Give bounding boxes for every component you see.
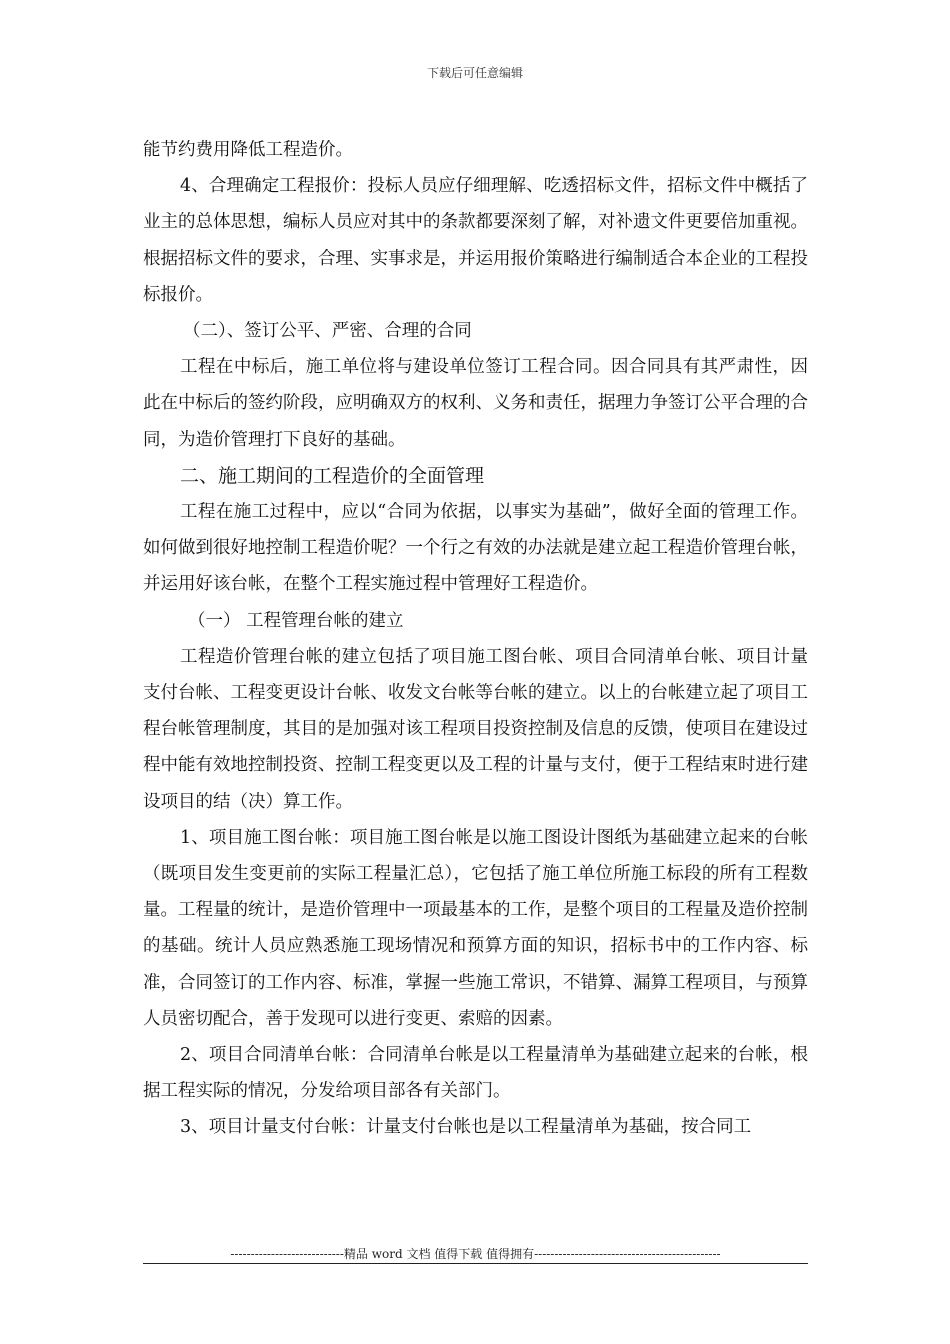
paragraph: 工程在中标后，施工单位将与建设单位签订工程合同。因合同具有其严肃性，因此在中标后的签约阶段，应明确双方的权利、义务和责任，据理力争签订公平合理的合同，为造价管理打下良好的基础。 [143, 357, 808, 450]
paragraph: 能节约费用降低工程造价。 [143, 140, 353, 160]
paragraph: 2、项目合同清单台帐：合同清单台帐是以工程量清单为基础建立起来的台帐，根据工程实际的情况，分发给项目部各有关部门。 [143, 1045, 808, 1102]
subsection-heading: （二）、签订公平、严密、合理的合同 [183, 321, 472, 342]
footer-divider [143, 1263, 808, 1264]
section-heading: 二、施工期间的工程造价的全面管理 [180, 464, 485, 487]
page-footer: ----------------------------精品 word 文档 值得下载 值得拥有---------------------------------------------- [230, 1247, 721, 1261]
paragraph: 4、合理确定工程报价：投标人员应仔细理解、吃透招标文件，招标文件中概括了业主的总体思想，编标人员应对其中的条款都要深刻了解，对补遗文件更要倍加重视。根据招标文件的要求，合理、实事求是，并运用报价策略进行编制适合本企业的工程投标报价。 [143, 176, 808, 305]
document-body [143, 132, 808, 1146]
page-header: 下载后可任意编辑 [426, 66, 523, 80]
paragraph: 工程在施工过程中，应以“合同为依据，以事实为基础”，做好全面的管理工作。如何做到很好地控制工程造价呢？一个行之有效的办法就是建立起工程造价管理台帐，并运用好该台帐，在整个工程实施过程中管理好工程造价。 [143, 502, 808, 595]
paragraph: 1、项目施工图台帐：项目施工图台帐是以施工图设计图纸为基础建立起来的台帐（既项目发生变更前的实际工程量汇总），它包括了施工单位所施工标段的所有工程数量。工程量的统计，是造价管理中一项最基本的工作，是整个项目的工程量及造价控制的基础。统计人员应熟悉施工现场情况和预算方面的知识，招标书中的工作内容、标准，合同签订的工作内容、标准，掌握一些施工常识，不错算、漏算工程项目，与预算人员密切配合，善于发现可以进行变更、索赔的因素。 [143, 827, 808, 1029]
subsection-heading: （一） 工程管理台帐的建立 [188, 610, 404, 631]
paragraph: 3、项目计量支付台帐：计量支付台帐也是以工程量清单为基础，按合同工 [180, 1117, 752, 1138]
paragraph: 工程造价管理台帐的建立包括了项目施工图台帐、项目合同清单台帐、项目计量支付台帐、工程变更设计台帐、收发文台帐等台帐的建立。以上的台帐建立起了项目工程台帐管理制度，其目的是加强对该工程项目投资控制及信息的反馈，使项目在建设过程中能有效地控制投资、控制工程变更以及工程的计量与支付，便于工程结束时进行建设项目的结（决）算工作。 [143, 646, 808, 812]
